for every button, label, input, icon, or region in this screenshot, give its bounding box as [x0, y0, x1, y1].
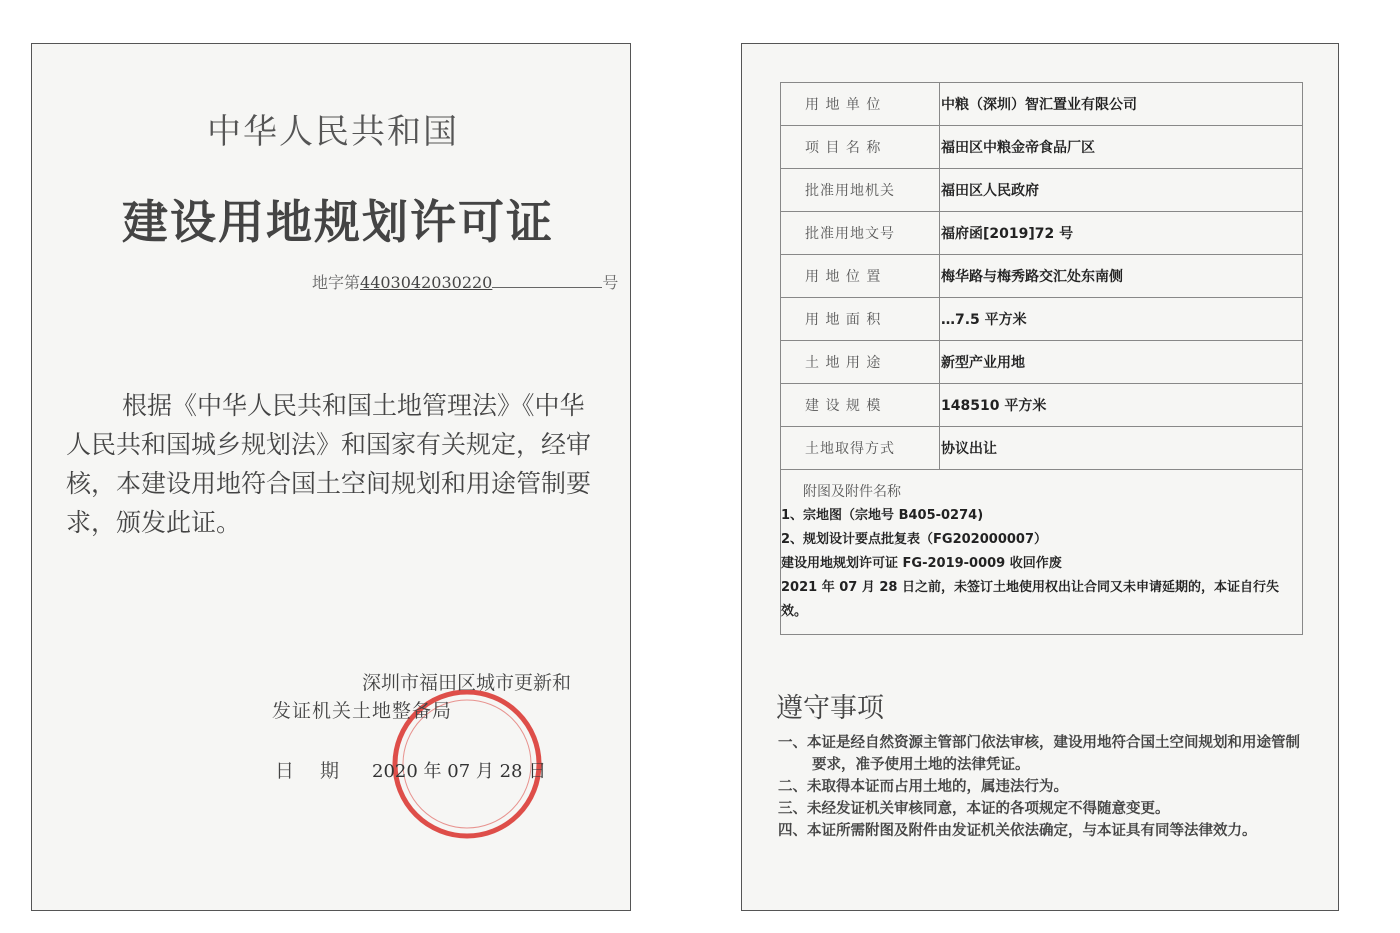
table-row	[781, 212, 1303, 255]
row-value: 新型产业用地	[940, 341, 1303, 384]
row-value: 福田区中粮金帝食品厂区	[940, 126, 1303, 169]
issuer-name-line2: 土地整备局	[352, 700, 453, 722]
row-value: …7.5 平方米	[940, 298, 1303, 341]
cert-suffix: 号	[602, 273, 619, 292]
row-label: 建 设 规 模	[781, 384, 940, 427]
observe-list	[778, 732, 1308, 842]
date-value: 2020 年 07 月 28 日	[372, 761, 547, 782]
row-label: 项 目 名 称	[781, 126, 940, 169]
observe-item: 三、未经发证机关审核同意，本证的各项规定不得随意变更。	[778, 801, 1170, 817]
table-row	[781, 384, 1303, 427]
country-name: 中华人民共和国	[207, 112, 459, 152]
row-value: 中粮（深圳）智汇置业有限公司	[940, 83, 1303, 126]
attachments-row	[781, 470, 1303, 635]
row-value: 梅华路与梅秀路交汇处东南侧	[940, 255, 1303, 298]
cert-prefix: 地字第	[312, 273, 361, 292]
row-value: 148510 平方米	[940, 384, 1303, 427]
row-label: 用 地 位 置	[781, 255, 940, 298]
table-row	[781, 169, 1303, 212]
observe-item: 二、未取得本证而占用土地的，属违法行为。	[778, 779, 1068, 795]
row-label: 土 地 用 途	[781, 341, 940, 384]
land-info-table	[780, 82, 1303, 635]
attachments-title: 附图及附件名称	[803, 484, 901, 500]
certificate-title: 建设用地规划许可证	[122, 195, 554, 249]
table-row	[781, 427, 1303, 470]
certificate-number	[312, 270, 618, 293]
cert-number: 4403042030220	[360, 273, 493, 292]
cert-number-blank	[492, 273, 602, 288]
row-label: 土地取得方式	[781, 427, 940, 470]
attachment-item: 建设用地规划许可证 FG-2019-0009 收回作废	[781, 556, 1062, 571]
certificate-body-text: 根据《中华人民共和国土地管理法》《中华人民共和国城乡规划法》和国家有关规定，经审核，本建设用地符合国土空间规划和用途管制要求，颁发此证。	[66, 391, 592, 537]
observe-item: 一、本证是经自然资源主管部门依法审核，建设用地符合国土空间规划和用途管制要求，准予使用土地的法律凭证。	[778, 735, 1300, 773]
row-label: 用 地 单 位	[781, 83, 940, 126]
certificate-cover-page	[31, 43, 631, 911]
table-row	[781, 126, 1303, 169]
certificate-detail-page	[741, 43, 1339, 911]
row-value: 福田区人民政府	[940, 169, 1303, 212]
attachment-item: 1、宗地图（宗地号 B405-0274)	[781, 508, 984, 523]
row-value: 福府函[2019]72 号	[940, 212, 1303, 255]
table-row	[781, 298, 1303, 341]
observe-title: 遵守事项	[776, 693, 884, 724]
date-label: 日 期	[275, 760, 340, 782]
row-label: 批准用地文号	[781, 212, 940, 255]
row-label: 用 地 面 积	[781, 298, 940, 341]
attachment-item: 2、规划设计要点批复表（FG202000007）	[781, 532, 1048, 547]
attachment-item: 2021 年 07 月 28 日之前，未签订土地使用权出让合同又未申请延期的，本证自行失效。	[781, 580, 1279, 619]
table-row	[781, 341, 1303, 384]
table-row	[781, 83, 1303, 126]
observe-item: 四、本证所需附图及附件由发证机关依法确定，与本证具有同等法律效力。	[778, 823, 1257, 839]
row-value: 协议出让	[940, 427, 1303, 470]
table-row	[781, 255, 1303, 298]
issuer-label: 发证机关	[272, 700, 353, 722]
issuer-name-line1: 深圳市福田区城市更新和	[362, 672, 572, 694]
issuer-row	[272, 696, 452, 723]
row-label: 批准用地机关	[781, 169, 940, 212]
